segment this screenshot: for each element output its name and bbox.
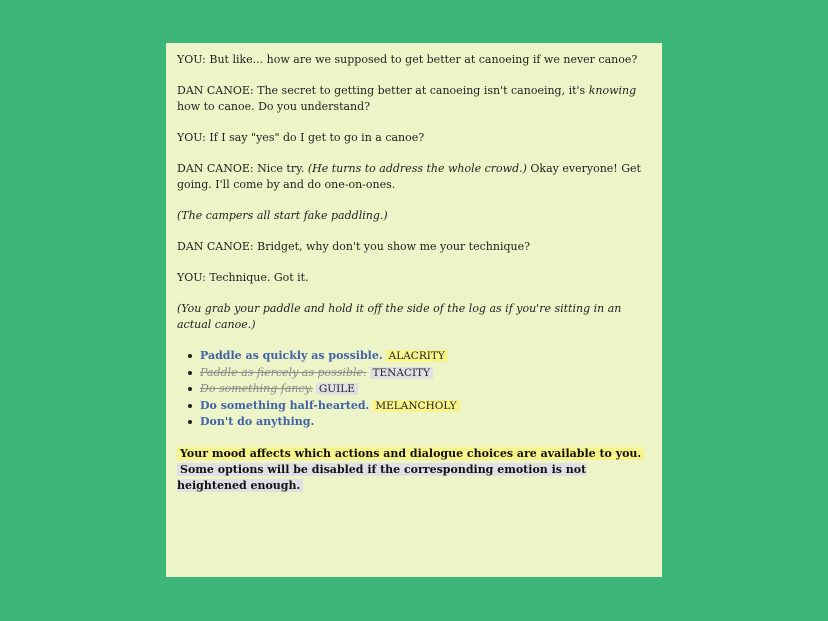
story-text: DAN CANOE: The secret to getting better at canoeing isn't canoeing, it's xyxy=(177,84,589,97)
story-text: DAN CANOE: Nice try. xyxy=(177,162,308,175)
story-paragraph-4 xyxy=(177,161,650,193)
mood-notice xyxy=(177,446,650,494)
story-text: Okay everyone! Get going. I'll come by and do one-on-ones. xyxy=(177,162,641,191)
story-paragraph-7: YOU: Technique. Got it. xyxy=(177,271,309,284)
choice-item xyxy=(188,381,650,398)
mood-notice-line-2: Some options will be disabled if the corresponding emotion is not heightened enough. xyxy=(177,462,587,492)
emotion-tag-tenacity: TENACITY xyxy=(370,367,434,379)
story-stage-direction: (You grab your paddle and hold it off the side of the log as if you're sitting in an actual canoe.) xyxy=(177,302,622,331)
story-paragraph-2 xyxy=(177,83,650,115)
choice-paddle-quickly[interactable]: Paddle as quickly as possible. xyxy=(200,349,383,362)
story-paragraph-6: DAN CANOE: Bridget, why don't you show me your technique? xyxy=(177,240,530,253)
story-paragraph-3: YOU: If I say "yes" do I get to go in a canoe? xyxy=(177,131,425,144)
story-text: how to canoe. Do you understand? xyxy=(177,100,371,113)
choice-item xyxy=(188,348,650,365)
choice-item xyxy=(188,365,650,382)
story-stage-direction: (He turns to address the whole crowd.) xyxy=(307,162,527,175)
story-emphasis: knowing xyxy=(588,84,637,97)
emotion-tag-melancholy: MELANCHOLY xyxy=(372,400,459,412)
story-paragraph-5 xyxy=(177,208,650,224)
emotion-tag-guile: GUILE xyxy=(316,383,358,395)
mood-notice-line-1: Your mood affects which actions and dialogue choices are available to you. xyxy=(177,447,644,460)
choice-half-hearted[interactable]: Do something half-hearted. xyxy=(200,398,370,412)
story-paragraph-8 xyxy=(177,301,650,333)
choice-do-nothing[interactable]: Don't do anything. xyxy=(200,415,315,428)
story-panel xyxy=(166,43,662,577)
choice-list xyxy=(177,348,650,430)
choice-paddle-fiercely: Paddle as fiercely as possible. xyxy=(200,365,367,379)
story-paragraph-1: YOU: But like... how are we supposed to get better at canoeing if we never canoe? xyxy=(177,53,638,66)
choice-item xyxy=(188,414,650,430)
emotion-tag-alacrity: ALACRITY xyxy=(386,350,448,362)
story-stage-direction: (The campers all start fake paddling.) xyxy=(177,209,388,222)
choice-something-fancy: Do something fancy. xyxy=(200,382,313,395)
choice-item xyxy=(188,398,650,415)
